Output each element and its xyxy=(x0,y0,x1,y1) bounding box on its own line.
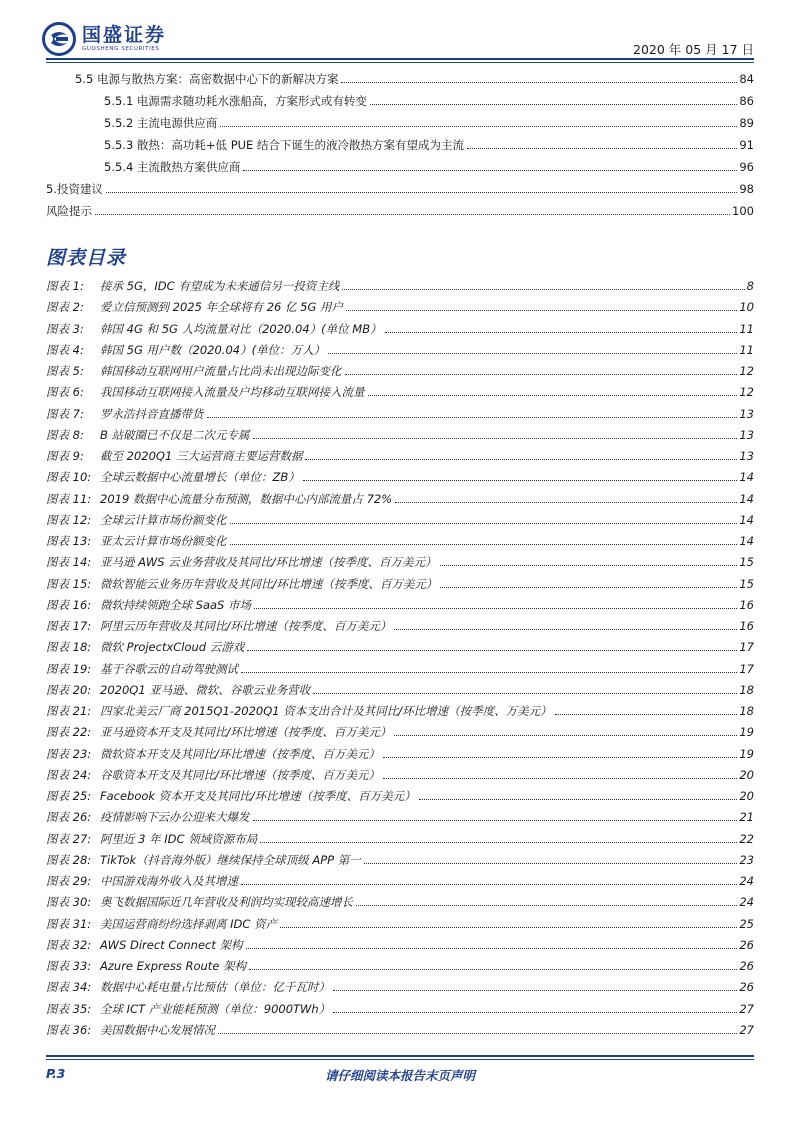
toc-entry-label: 5.5.3 散热：高功耗+低 PUE 结合下诞生的液冷散热方案有望成为主流 xyxy=(104,138,464,152)
figure-title: 基于谷歌云的自动驾驶测试 xyxy=(100,661,238,676)
figure-title: 奥飞数据国际近几年营收及利润均实现较高速增长 xyxy=(100,895,353,910)
footer-disclaimer: 请仔细阅读本报告末页声明 xyxy=(324,1068,475,1083)
leader-dots xyxy=(243,170,737,171)
figure-number: 图表 4: xyxy=(46,342,84,357)
toc-entry-page: 84 xyxy=(739,72,754,86)
figure-number: 图表 30: xyxy=(46,895,92,910)
figure-title: 韩国 4G 和 5G 人均流量对比（2020.04）(单位 MB） xyxy=(100,321,382,336)
leader-dots xyxy=(313,693,737,694)
figure-title: 阿里近 3 年 IDC 领域资源布局 xyxy=(100,831,258,846)
figure-entry[interactable] xyxy=(46,468,754,484)
toc-entry-label: 5.5 电源与散热方案：高密数据中心下的新解决方案 xyxy=(75,72,339,86)
figure-title: 美国运营商纷纷选择剥离 IDC 资产 xyxy=(100,916,278,931)
figure-entry[interactable] xyxy=(46,575,754,591)
leader-dots xyxy=(253,820,738,821)
page-header xyxy=(0,0,800,62)
toc-entry-label: 5.5.1 电源需求随功耗水涨船高，方案形式或有转变 xyxy=(104,94,367,108)
header-rule-thin xyxy=(46,62,754,63)
leader-dots xyxy=(254,608,737,609)
figure-page: 27 xyxy=(739,1022,754,1037)
figure-entry[interactable] xyxy=(46,723,754,739)
figure-title: 四家北美云厂商 2015Q1-2020Q1 资本支出合计及其同比/环比增速（按季度、万美元） xyxy=(100,704,552,718)
figure-number: 图表 17: xyxy=(46,619,92,633)
figure-number: 图表 36: xyxy=(46,1022,92,1037)
leader-dots xyxy=(364,863,738,864)
leader-dots xyxy=(246,948,738,949)
toc-entry-page: 98 xyxy=(739,182,754,196)
figure-entry[interactable] xyxy=(46,511,754,527)
figure-page: 19 xyxy=(739,725,754,740)
figure-entry[interactable] xyxy=(46,320,754,336)
figure-number: 图表 28: xyxy=(46,852,92,867)
figure-title: B 站破圈已不仅是二次元专属 xyxy=(100,427,250,442)
figure-page: 23 xyxy=(739,852,754,867)
figure-entry[interactable] xyxy=(46,447,754,463)
figure-title: 截至 2020Q1 三大运营商主要运营数据 xyxy=(100,449,303,463)
figure-entry[interactable] xyxy=(46,893,754,909)
figure-page: 19 xyxy=(739,746,754,761)
guosheng-logo-icon xyxy=(42,22,76,56)
figure-entry[interactable] xyxy=(46,405,754,421)
figure-page: 13 xyxy=(739,449,754,463)
figure-title: 韩国 5G 用户数（2020.04）(单位：万人） xyxy=(100,342,326,357)
figure-entry[interactable] xyxy=(46,681,754,697)
leader-dots xyxy=(106,192,737,193)
figure-page: 20 xyxy=(739,789,754,803)
leader-dots xyxy=(305,459,737,460)
toc-entry[interactable] xyxy=(104,92,754,108)
leader-dots xyxy=(220,126,737,127)
leader-dots xyxy=(419,799,738,800)
figure-number: 图表 21: xyxy=(46,704,92,718)
figure-entry[interactable] xyxy=(46,1000,754,1016)
leader-dots xyxy=(230,544,738,545)
figure-number: 图表 6: xyxy=(46,385,84,400)
figure-number: 图表 33: xyxy=(46,959,92,973)
figure-entry[interactable] xyxy=(46,277,754,293)
leader-dots xyxy=(440,565,738,566)
leader-dots xyxy=(467,148,737,149)
figure-number: 图表 19: xyxy=(46,661,92,676)
leader-dots xyxy=(218,1033,737,1034)
footer-rule-thin xyxy=(46,1059,754,1060)
leader-dots xyxy=(328,353,737,354)
leader-dots xyxy=(247,650,737,651)
figure-entry[interactable] xyxy=(46,957,754,973)
toc-entry[interactable] xyxy=(46,180,754,196)
figure-page: 18 xyxy=(739,704,754,718)
figure-title: 中国游戏海外收入及其增速 xyxy=(100,874,238,888)
leader-dots xyxy=(341,82,737,83)
figure-number: 图表 13: xyxy=(46,534,92,548)
figure-number: 图表 7: xyxy=(46,406,84,421)
figure-number: 图表 3: xyxy=(46,321,84,336)
figure-page: 18 xyxy=(739,682,754,697)
figure-number: 图表 12: xyxy=(46,512,92,527)
figure-page: 16 xyxy=(739,597,754,612)
figure-page: 11 xyxy=(739,321,754,336)
leader-dots xyxy=(368,395,738,396)
header-rule xyxy=(46,58,754,60)
figure-entry[interactable] xyxy=(46,915,754,931)
leader-dots xyxy=(394,735,737,736)
figure-title: 微软持续领跑全球 SaaS 市场 xyxy=(100,597,252,612)
figure-entry[interactable] xyxy=(46,830,754,846)
figure-number: 图表 25: xyxy=(46,789,92,803)
figure-page: 17 xyxy=(739,661,754,676)
figure-title: 罗永浩抖音直播带货 xyxy=(100,406,204,421)
figure-entry[interactable] xyxy=(46,766,754,782)
figure-page: 15 xyxy=(739,576,754,591)
leader-dots xyxy=(383,757,737,758)
toc-entry[interactable] xyxy=(104,136,754,152)
figure-title: 数据中心耗电量占比预估（单位：亿千瓦时） xyxy=(100,980,330,995)
figure-entry[interactable] xyxy=(46,341,754,357)
figure-entry[interactable] xyxy=(46,745,754,761)
figure-number: 图表 29: xyxy=(46,874,92,888)
figure-title: AWS Direct Connect 架构 xyxy=(100,937,243,952)
figure-number: 图表 2: xyxy=(46,300,84,315)
leader-dots xyxy=(394,629,737,630)
figure-entry[interactable] xyxy=(46,702,754,718)
figure-page: 26 xyxy=(739,937,754,952)
figure-number: 图表 32: xyxy=(46,937,92,952)
logo-english-name: GUOSHENG SECURITIES xyxy=(82,46,160,52)
figure-entry[interactable] xyxy=(46,660,754,676)
page-number: P.3 xyxy=(46,1066,66,1081)
figure-title: 微软资本开支及其同比/环比增速（按季度、百万美元） xyxy=(100,746,380,761)
figure-title: 韩国移动互联网用户流量占比尚未出现边际变化 xyxy=(100,364,342,378)
figure-title: 2019 数据中心流量分布预测，数据中心内部流量占 72% xyxy=(100,491,393,506)
figure-number: 图表 18: xyxy=(46,640,92,655)
figure-title: 亚马逊资本开支及其同比/环比增速（按季度、百万美元） xyxy=(100,725,392,740)
figure-page: 22 xyxy=(739,831,754,846)
figure-title: 我国移动互联网接入流量及户均移动互联网接入流量 xyxy=(100,385,365,400)
toc-entry[interactable] xyxy=(75,70,754,86)
figure-title: 接承 5G，IDC 有望成为未来通信另一投资主线 xyxy=(100,279,340,293)
leader-dots xyxy=(253,438,738,439)
figure-page: 26 xyxy=(739,959,754,973)
figure-page: 14 xyxy=(739,534,754,548)
figure-title: 微软 ProjectxCloud 云游戏 xyxy=(100,640,245,655)
figure-number: 图表 35: xyxy=(46,1001,92,1016)
figure-title: 美国数据中心发展情况 xyxy=(100,1022,215,1037)
figure-number: 图表 8: xyxy=(46,427,84,442)
figure-page: 8 xyxy=(746,279,754,293)
figure-number: 图表 34: xyxy=(46,980,92,995)
figure-page: 24 xyxy=(739,895,754,910)
figure-page: 16 xyxy=(739,619,754,633)
figure-number: 图表 5: xyxy=(46,364,84,378)
figure-page: 24 xyxy=(739,874,754,888)
figure-page: 14 xyxy=(739,470,754,485)
figure-title: 阿里云历年营收及其同比/环比增速（按季度、百万美元） xyxy=(100,619,392,633)
figure-title: 微软智能云业务历年营收及其同比/环比增速（按季度、百万美元） xyxy=(100,576,438,591)
figure-page: 20 xyxy=(739,767,754,782)
toc-entry-page: 96 xyxy=(739,160,754,174)
toc-entry-label: 5.投资建议 xyxy=(46,182,103,196)
figure-title: 疫情影响下云办公迎来大爆发 xyxy=(100,810,250,825)
figure-title: 爱立信预测到 2025 年全球将有 26 亿 5G 用户 xyxy=(100,300,344,315)
figure-title: 全球云计算市场份额变化 xyxy=(100,512,227,527)
figure-title: 2020Q1 亚马逊、微软、谷歌云业务营收 xyxy=(100,682,311,697)
figure-number: 图表 9: xyxy=(46,449,84,463)
figure-number: 图表 23: xyxy=(46,746,92,761)
figure-page: 21 xyxy=(739,810,754,825)
figure-entry[interactable] xyxy=(46,298,754,314)
figure-entry[interactable] xyxy=(46,553,754,569)
figure-number: 图表 22: xyxy=(46,725,92,740)
figure-number: 图表 10: xyxy=(46,470,92,485)
figure-entry[interactable] xyxy=(46,426,754,442)
figure-title: 全球云数据中心流量增长（单位：ZB） xyxy=(100,470,300,485)
figure-entry[interactable] xyxy=(46,978,754,994)
figure-entry[interactable] xyxy=(46,362,754,378)
leader-dots xyxy=(555,714,738,715)
figure-page: 12 xyxy=(739,385,754,400)
figure-entry[interactable] xyxy=(46,532,754,548)
leader-dots xyxy=(346,310,737,311)
figure-number: 图表 31: xyxy=(46,916,92,931)
figure-title: 谷歌资本开支及其同比/环比增速（按季度、百万美元） xyxy=(100,767,380,782)
figure-page: 13 xyxy=(739,406,754,421)
figure-number: 图表 20: xyxy=(46,682,92,697)
leader-dots xyxy=(280,927,737,928)
leader-dots xyxy=(345,374,738,375)
figure-title: TikTok（抖音海外版）继续保持全球顶级 APP 第一 xyxy=(100,852,361,867)
figure-entry[interactable] xyxy=(46,490,754,506)
figure-page: 11 xyxy=(739,342,754,357)
figure-page: 10 xyxy=(739,300,754,315)
toc-entry[interactable] xyxy=(104,114,754,130)
toc-entry-page: 100 xyxy=(732,204,754,218)
figure-entry[interactable] xyxy=(46,617,754,633)
figure-entry[interactable] xyxy=(46,808,754,824)
figure-title: Facebook 资本开支及其同比/环比增速（按季度、百万美元） xyxy=(100,789,416,803)
footer-rule xyxy=(46,1055,754,1057)
leader-dots xyxy=(333,990,737,991)
leader-dots xyxy=(385,332,738,333)
toc-entry-page: 86 xyxy=(739,94,754,108)
report-date: 2020 年 05 月 17 日 xyxy=(633,42,754,57)
leader-dots xyxy=(440,587,737,588)
figure-entry[interactable] xyxy=(46,383,754,399)
figure-page: 25 xyxy=(739,916,754,931)
toc-entry-page: 91 xyxy=(739,138,754,152)
figure-number: 图表 24: xyxy=(46,767,92,782)
figure-number: 图表 1: xyxy=(46,279,84,293)
figure-page: 14 xyxy=(739,512,754,527)
figure-number: 图表 14: xyxy=(46,555,92,570)
figure-title: 全球 ICT 产业能耗预测（单位：9000TWh） xyxy=(100,1001,331,1016)
figure-page: 12 xyxy=(739,364,754,378)
figure-entry[interactable] xyxy=(46,851,754,867)
figure-entry[interactable] xyxy=(46,638,754,654)
figure-number: 图表 16: xyxy=(46,597,92,612)
leader-dots xyxy=(241,672,737,673)
figure-entry[interactable] xyxy=(46,1021,754,1037)
figure-entry[interactable] xyxy=(46,872,754,888)
figure-title: 亚马逊 AWS 云业务营收及其同比/环比增速（按季度、百万美元） xyxy=(100,555,437,570)
figure-page: 27 xyxy=(739,1001,754,1016)
figure-number: 图表 27: xyxy=(46,831,92,846)
figure-number: 图表 26: xyxy=(46,810,92,825)
figure-title: 亚太云计算市场份额变化 xyxy=(100,534,227,548)
leader-dots xyxy=(95,214,730,215)
figure-page: 26 xyxy=(739,980,754,995)
leader-dots xyxy=(370,104,737,105)
toc-entry-label: 5.5.4 主流散热方案供应商 xyxy=(104,160,241,174)
leader-dots xyxy=(303,480,738,481)
figure-page: 17 xyxy=(739,640,754,655)
leader-dots xyxy=(342,289,744,290)
toc-entry-label: 风险提示 xyxy=(46,204,92,218)
leader-dots xyxy=(207,417,738,418)
figure-number: 图表 11: xyxy=(46,491,92,506)
toc-entry-label: 5.5.2 主流电源供应商 xyxy=(104,116,218,130)
toc-entry[interactable] xyxy=(46,202,754,218)
leader-dots xyxy=(356,905,737,906)
toc-entry[interactable] xyxy=(104,158,754,174)
leader-dots xyxy=(383,778,737,779)
figure-entry[interactable] xyxy=(46,787,754,803)
leader-dots xyxy=(333,1012,737,1013)
figure-page: 13 xyxy=(739,427,754,442)
figure-page: 15 xyxy=(739,555,754,570)
toc-entry-page: 89 xyxy=(739,116,754,130)
leader-dots xyxy=(395,502,737,503)
leader-dots xyxy=(230,523,738,524)
figure-number: 图表 15: xyxy=(46,576,92,591)
figure-entry[interactable] xyxy=(46,936,754,952)
figures-section-title: 图表目录 xyxy=(46,247,127,269)
leader-dots xyxy=(249,969,737,970)
leader-dots xyxy=(260,842,737,843)
figure-page: 14 xyxy=(739,491,754,506)
figure-entry[interactable] xyxy=(46,596,754,612)
leader-dots xyxy=(241,884,737,885)
figure-title: Azure Express Route 架构 xyxy=(100,959,247,973)
logo-chinese-name: 国盛证券 xyxy=(82,24,167,46)
company-logo xyxy=(42,22,166,56)
